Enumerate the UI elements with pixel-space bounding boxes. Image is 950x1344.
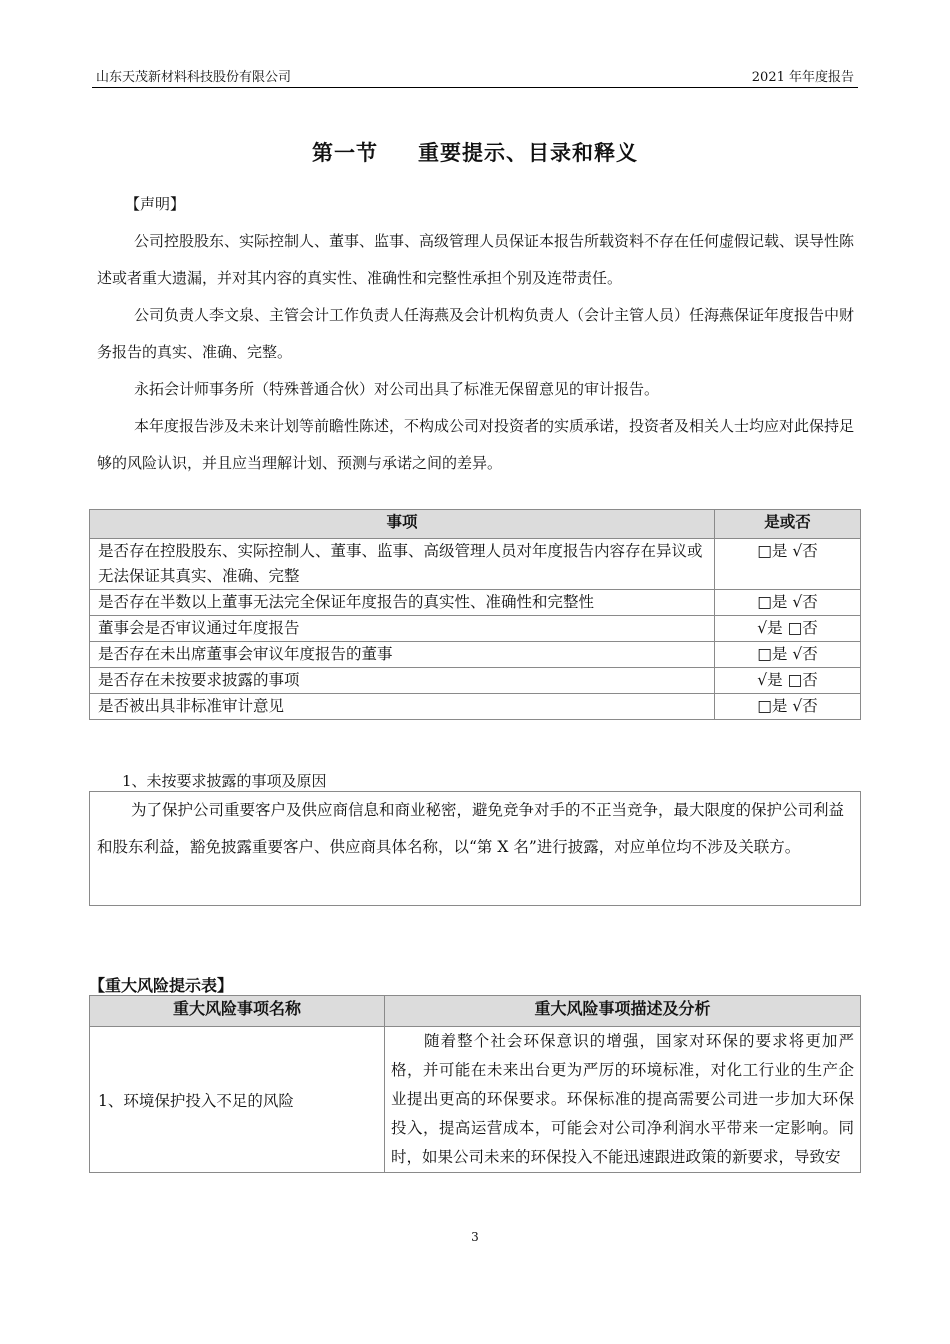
declaration-paragraph: 永拓会计师事务所（特殊普通合伙）对公司出具了标准无保留意见的审计报告。 [134, 380, 660, 398]
matter-item: 是否存在半数以上董事无法完全保证年度报告的真实性、准确性和完整性 [90, 590, 715, 616]
header-company: 山东天茂新材料科技股份有限公司 [96, 70, 292, 85]
header-report-title: 2021 年年度报告 [751, 70, 854, 85]
undisclosed-heading: 1、未按要求披露的事项及原因 [122, 772, 327, 790]
declaration-paragraph: 公司控股股东、实际控制人、董事、监事、高级管理人员保证本报告所载资料不存在任何虚假记载、误导性陈述或者重大遗漏，并对其内容的真实性、准确性和完整性承担个别及连带责任。 [97, 232, 855, 287]
table-row [90, 590, 861, 616]
risk-description-cell [385, 1027, 861, 1173]
matter-item: 董事会是否审议通过年度报告 [90, 616, 715, 642]
matter-answer: □是 √否 [715, 590, 861, 616]
matter-answer: □是 √否 [715, 642, 861, 668]
risk-header-description: 重大风险事项描述及分析 [385, 996, 861, 1027]
header-rule [92, 87, 858, 88]
risk-table [89, 995, 861, 1173]
table-row [90, 668, 861, 694]
risk-table-title: 【重大风险提示表】 [89, 976, 234, 995]
matter-answer: √是 □否 [715, 616, 861, 642]
declaration-paragraph: 本年度报告涉及未来计划等前瞻性陈述，不构成公司对投资者的实质承诺，投资者及相关人士均应对此保持足够的风险认识，并且应当理解计划、预测与承诺之间的差异。 [97, 417, 855, 472]
matter-item: 是否存在未出席董事会审议年度报告的董事 [90, 642, 715, 668]
matter-answer: √是 □否 [715, 668, 861, 694]
declaration-paragraph: 公司负责人李文泉、主管会计工作负责人任海燕及会计机构负责人（会计主管人员）任海燕保证年度报告中财务报告的真实、准确、完整。 [97, 306, 855, 361]
table-row [90, 539, 861, 590]
table-row [90, 616, 861, 642]
section-number: 第一节 [312, 141, 378, 165]
matters-header-item: 事项 [90, 510, 715, 539]
undisclosed-box [89, 791, 861, 906]
declaration-label: 【声明】 [125, 195, 186, 213]
section-title [0, 137, 950, 167]
matters-header-answer: 是或否 [715, 510, 861, 539]
section-name: 重要提示、目录和释义 [418, 141, 638, 165]
risk-description: 随着整个社会环保意识的增强，国家对环保的要求将更加严格，并可能在未来出台更为严厉的环境标准，对化工行业的生产企业提出更高的环保要求。环保标准的提高需要公司进一步加大环保投入，提高运营成本，可能会对公司净利润水平带来一定影响。同时，如果公司未来的环保投入不能迅速跟进政策的新要求，导致安 [391, 1032, 854, 1166]
matter-item: 是否存在未按要求披露的事项 [90, 668, 715, 694]
undisclosed-text: 为了保护公司重要客户及供应商信息和商业秘密，避免竞争对手的不正当竞争，最大限度的保护公司利益和股东利益，豁免披露重要客户、供应商具体名称，以“第 X 名”进行披露，对应单位均不涉及关联方。 [97, 801, 845, 856]
matter-item: 是否存在控股股东、实际控制人、董事、监事、高级管理人员对年度报告内容存在异议或无法保证其真实、准确、完整 [90, 539, 715, 590]
table-row [90, 642, 861, 668]
risk-name: 1、环境保护投入不足的风险 [90, 1027, 385, 1173]
page-number: 3 [471, 1230, 479, 1244]
risk-header-name: 重大风险事项名称 [90, 996, 385, 1027]
matters-table [89, 509, 861, 720]
matter-item: 是否被出具非标准审计意见 [90, 694, 715, 720]
matter-answer: □是 √否 [715, 539, 861, 590]
table-row [90, 694, 861, 720]
matter-answer: □是 √否 [715, 694, 861, 720]
table-row [90, 1027, 861, 1173]
